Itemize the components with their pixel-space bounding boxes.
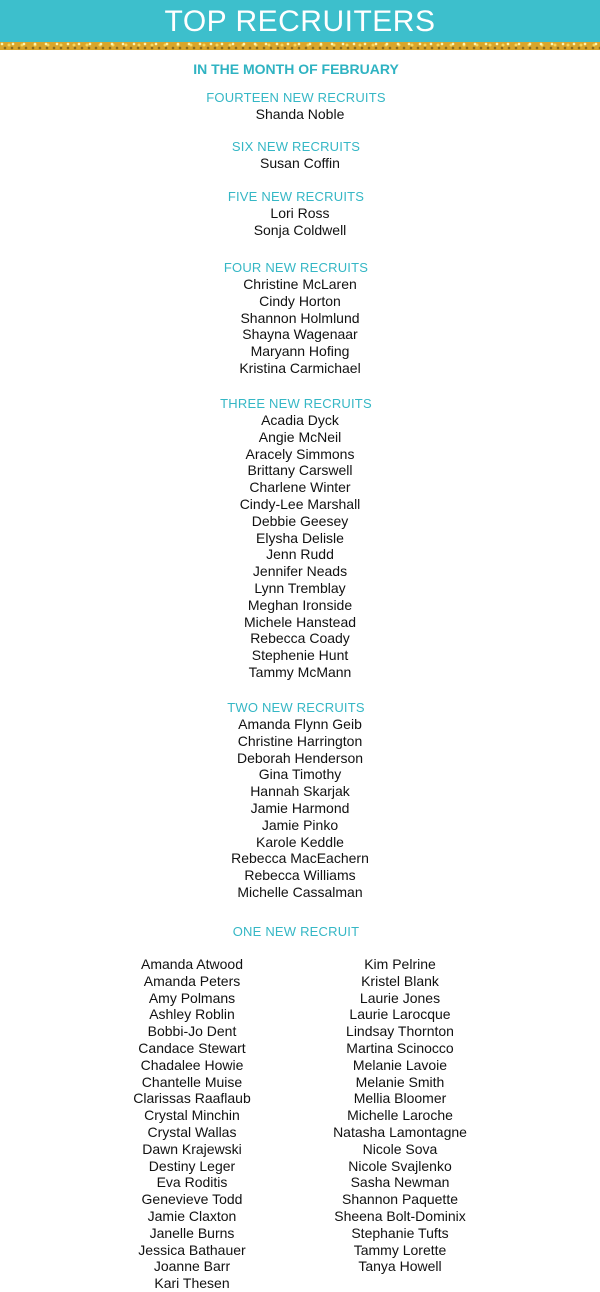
recruiter-name: Sonja Coldwell — [253, 221, 347, 238]
section-heading: ONE NEW RECRUIT — [232, 924, 360, 939]
recruiter-name: Amanda Atwood — [141, 956, 243, 972]
recruiter-name: Laurie Larocque — [349, 1006, 451, 1023]
name-list — [0, 106, 600, 123]
name-list — [0, 716, 600, 901]
recruiter-name: Michelle Laroche — [347, 1107, 453, 1124]
header-banner — [0, 0, 600, 42]
recruiter-name: Melanie Lavoie — [352, 1056, 448, 1073]
recruiter-name: Jamie Claxton — [147, 1207, 237, 1224]
section-fourteen-recruits — [0, 90, 600, 123]
recruiter-name: Candace Stewart — [138, 1039, 246, 1056]
recruiter-name: Shayna Wagenaar — [242, 326, 358, 343]
recruiter-name: Angie McNeil — [258, 428, 342, 445]
recruiter-name: Cindy-Lee Marshall — [239, 495, 361, 512]
recruiter-name: Eva Roditis — [156, 1174, 228, 1191]
recruiter-name: Jamie Harmond — [250, 799, 350, 816]
section-heading: FIVE NEW RECRUITS — [227, 189, 365, 204]
recruiter-name: Destiny Leger — [148, 1157, 236, 1174]
recruiter-name: Bobbi-Jo Dent — [147, 1023, 237, 1040]
name-column-right — [300, 956, 500, 1275]
recruiter-name: Amanda Flynn Geib — [238, 716, 362, 732]
recruiter-name: Shannon Paquette — [342, 1191, 458, 1208]
name-list — [0, 205, 600, 239]
recruiter-name: Crystal Minchin — [144, 1107, 240, 1124]
name-list — [0, 276, 600, 377]
recruiter-name: Tammy Lorette — [353, 1241, 447, 1258]
page-title: TOP RECRUITERS — [164, 5, 436, 38]
recruiter-name: Aracely Simmons — [245, 445, 355, 462]
recruiter-name: Susan Coffin — [260, 155, 340, 171]
section-heading: FOURTEEN NEW RECRUITS — [206, 90, 386, 105]
recruiter-name: Hannah Skarjak — [250, 783, 350, 800]
recruiter-name: Lynn Tremblay — [254, 579, 346, 596]
recruiter-name: Christine McLaren — [243, 276, 357, 292]
section-two-recruits — [0, 700, 600, 901]
recruiter-name: Lori Ross — [270, 205, 330, 221]
section-three-recruits — [0, 396, 600, 681]
recruiter-name: Joanne Barr — [153, 1258, 231, 1275]
recruiter-name: Shannon Holmlund — [240, 309, 360, 326]
recruiter-name: Deborah Henderson — [236, 749, 364, 766]
recruiter-name: Jessica Bathauer — [138, 1241, 246, 1258]
recruiter-name: Dawn Krajewski — [142, 1140, 242, 1157]
recruiter-name: Michele Hanstead — [243, 613, 357, 630]
section-heading: FOUR NEW RECRUITS — [223, 260, 369, 275]
recruiter-name: Jenn Rudd — [266, 546, 334, 563]
recruiter-name: Martina Scinocco — [346, 1039, 454, 1056]
recruiter-name: Lindsay Thornton — [346, 1023, 454, 1040]
section-one-recruit — [0, 924, 600, 1292]
recruiter-name: Debbie Geesey — [251, 512, 349, 529]
recruiter-name: Charlene Winter — [249, 479, 351, 496]
recruiter-name: Amanda Peters — [143, 972, 241, 989]
recruiter-name: Jennifer Neads — [252, 563, 348, 580]
name-column-left — [92, 956, 292, 1292]
page-subtitle: IN THE MONTH OF FEBRUARY — [193, 61, 399, 77]
recruiter-name: Natasha Lamontagne — [333, 1123, 467, 1140]
recruiter-name: Tanya Howell — [358, 1258, 442, 1275]
recruiter-name: Kristina Carmichael — [239, 359, 361, 376]
recruiter-name: Sheena Bolt-Dominix — [334, 1207, 466, 1224]
recruiter-name: Meghan Ironside — [247, 596, 353, 613]
section-six-recruits — [0, 139, 600, 172]
recruiter-name: Nicole Svajlenko — [348, 1157, 452, 1174]
recruiter-name: Chadalee Howie — [140, 1056, 244, 1073]
recruiter-name: Maryann Hofing — [250, 343, 350, 360]
section-heading: THREE NEW RECRUITS — [220, 396, 372, 411]
name-list — [0, 155, 600, 172]
recruiter-name: Karole Keddle — [256, 833, 344, 850]
recruiter-name: Ashley Roblin — [149, 1006, 235, 1023]
recruiter-name: Cindy Horton — [259, 292, 341, 309]
section-five-recruits — [0, 189, 600, 239]
name-list — [0, 412, 600, 681]
recruiter-name: Rebecca Williams — [244, 867, 356, 884]
recruiter-name: Kristel Blank — [361, 972, 439, 989]
recruiter-name: Sasha Newman — [350, 1174, 450, 1191]
recruiter-name: Nicole Sova — [362, 1140, 438, 1157]
recruiter-name: Chantelle Muise — [141, 1073, 243, 1090]
recruiter-name: Rebecca Coady — [250, 630, 350, 647]
section-heading: SIX NEW RECRUITS — [231, 139, 361, 154]
section-four-recruits — [0, 260, 600, 377]
recruiter-name: Janelle Burns — [149, 1224, 235, 1241]
recruiter-name: Kari Thesen — [154, 1275, 230, 1292]
recruiter-name: Stephenie Hunt — [251, 647, 349, 664]
recruiter-name: Kim Pelrine — [364, 956, 436, 972]
section-heading: TWO NEW RECRUITS — [227, 700, 365, 715]
recruiter-name: Acadia Dyck — [261, 412, 339, 428]
recruiter-name: Mellia Bloomer — [353, 1090, 447, 1107]
recruiter-name: Elysha Delisle — [256, 529, 344, 546]
recruiter-name: Rebecca MacEachern — [231, 850, 369, 867]
recruiter-name: Amy Polmans — [148, 989, 236, 1006]
recruiter-name: Genevieve Todd — [141, 1191, 243, 1208]
recruiter-name: Melanie Smith — [355, 1073, 445, 1090]
recruiter-name: Crystal Wallas — [147, 1123, 237, 1140]
glitter-divider — [0, 42, 600, 50]
recruiter-name: Michelle Cassalman — [237, 883, 363, 900]
two-column-list — [0, 940, 600, 1292]
recruiter-name: Shanda Noble — [255, 106, 345, 122]
recruiter-name: Jamie Pinko — [261, 816, 339, 833]
recruiter-name: Clarissas Raaflaub — [133, 1090, 251, 1107]
recruiter-name: Christine Harrington — [237, 732, 363, 749]
recruiter-name: Gina Timothy — [258, 766, 342, 783]
recruiter-name: Tammy McMann — [248, 663, 352, 680]
recruiter-name: Brittany Carswell — [247, 462, 353, 479]
recruiter-name: Stephanie Tufts — [351, 1224, 449, 1241]
recruiter-name: Laurie Jones — [359, 989, 441, 1006]
